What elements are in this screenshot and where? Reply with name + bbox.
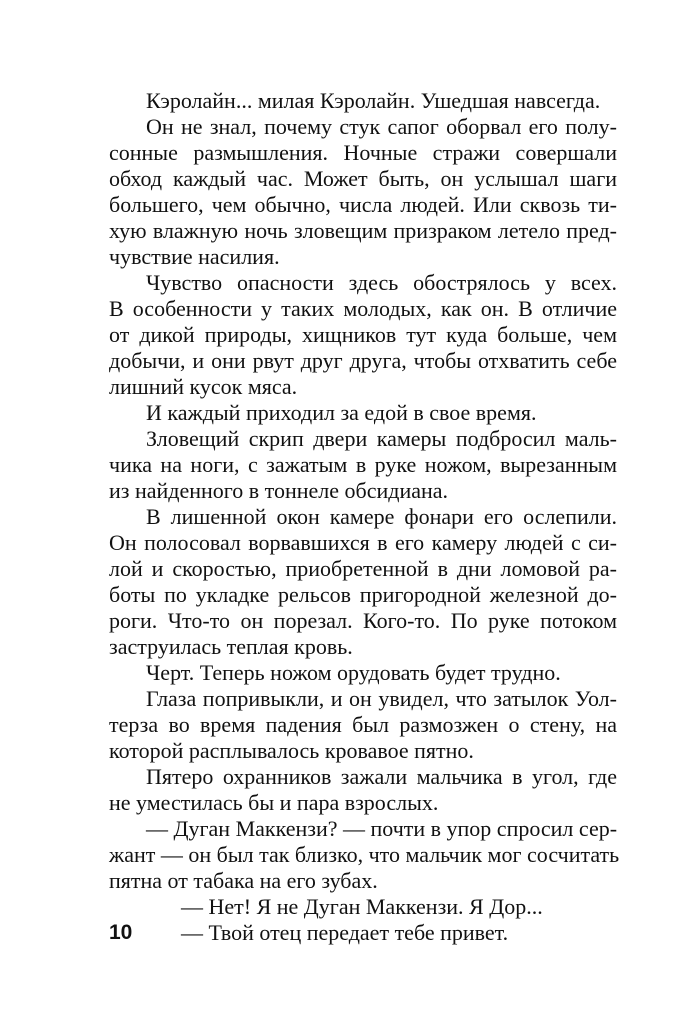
- text-line: роги. Что-то он порезал. Кого-то. По руке потоком: [109, 608, 617, 633]
- text-line: — Твой отец передает тебе привет.: [181, 920, 509, 945]
- text-line: терза во время падения был размозжен о стену, на: [109, 712, 617, 737]
- text-line: Чувство опасности здесь обострялось у всех.: [146, 270, 617, 295]
- text-line: которой расплывалось кровавое пятно.: [109, 738, 474, 763]
- text-line: добычи, и они рвут друг друга, чтобы отхватить себе: [109, 348, 617, 373]
- text-line: Кэролайн... милая Кэролайн. Ушедшая навсегда.: [146, 88, 601, 113]
- text-line: хую влажную ночь зловещим призраком летело пред-: [109, 218, 617, 243]
- text-line: лишний кусок мяса.: [109, 374, 298, 399]
- body-text: [109, 88, 620, 946]
- text-line: от дикой природы, хищников тут куда больше, чем: [109, 322, 617, 347]
- text-line: сонные размышления. Ночные стражи совершали: [109, 140, 617, 165]
- text-line: — Нет! Я не Дуган Маккензи. Я Дор...: [181, 894, 543, 919]
- text-line: заструилась теплая кровь.: [109, 634, 353, 659]
- text-line: жант — он был так близко, что мальчик мог сосчитать: [109, 842, 620, 867]
- text-line: обход каждый час. Может быть, он услышал шаги: [109, 166, 617, 191]
- text-line: чувствие насилия.: [109, 244, 280, 269]
- text-line: лой и скоростью, приобретенной в дни ломовой ра-: [109, 556, 617, 581]
- text-line: Зловещий скрип двери камеры подбросил маль-: [146, 426, 617, 451]
- text-line: боты по укладке рельсов пригородной железной до-: [109, 582, 617, 607]
- text-line: из найденного в тоннеле обсидиана.: [109, 478, 449, 503]
- text-line: чика на ноги, с зажатым в руке ножом, вырезанным: [109, 452, 617, 477]
- text-line: Глаза попривыкли, и он увидел, что затылок Уол-: [146, 686, 617, 711]
- text-line: — Дуган Маккензи? — почти в упор спросил сер-: [146, 816, 618, 841]
- page-number: 10: [109, 921, 133, 944]
- text-line: пятна от табака на его зубах.: [109, 868, 378, 893]
- text-line: Он не знал, почему стук сапог оборвал его полу-: [146, 114, 617, 139]
- text-line: Он полосовал ворвавшихся в его камеру людей с си-: [109, 530, 617, 555]
- text-line: И каждый приходил за едой в свое время.: [146, 400, 537, 425]
- text-line: Пятеро охранников зажали мальчика в угол, где: [146, 764, 617, 789]
- text-line: не уместилась бы и пара взрослых.: [109, 790, 439, 815]
- text-line: В особенности у таких молодых, как он. В отличие: [109, 296, 617, 321]
- text-line: В лишенной окон камере фонари его ослепили.: [146, 504, 617, 529]
- text-line: Черт. Теперь ножом орудовать будет трудно.: [146, 660, 561, 685]
- text-line: большего, чем обычно, числа людей. Или сквозь ти-: [109, 192, 617, 217]
